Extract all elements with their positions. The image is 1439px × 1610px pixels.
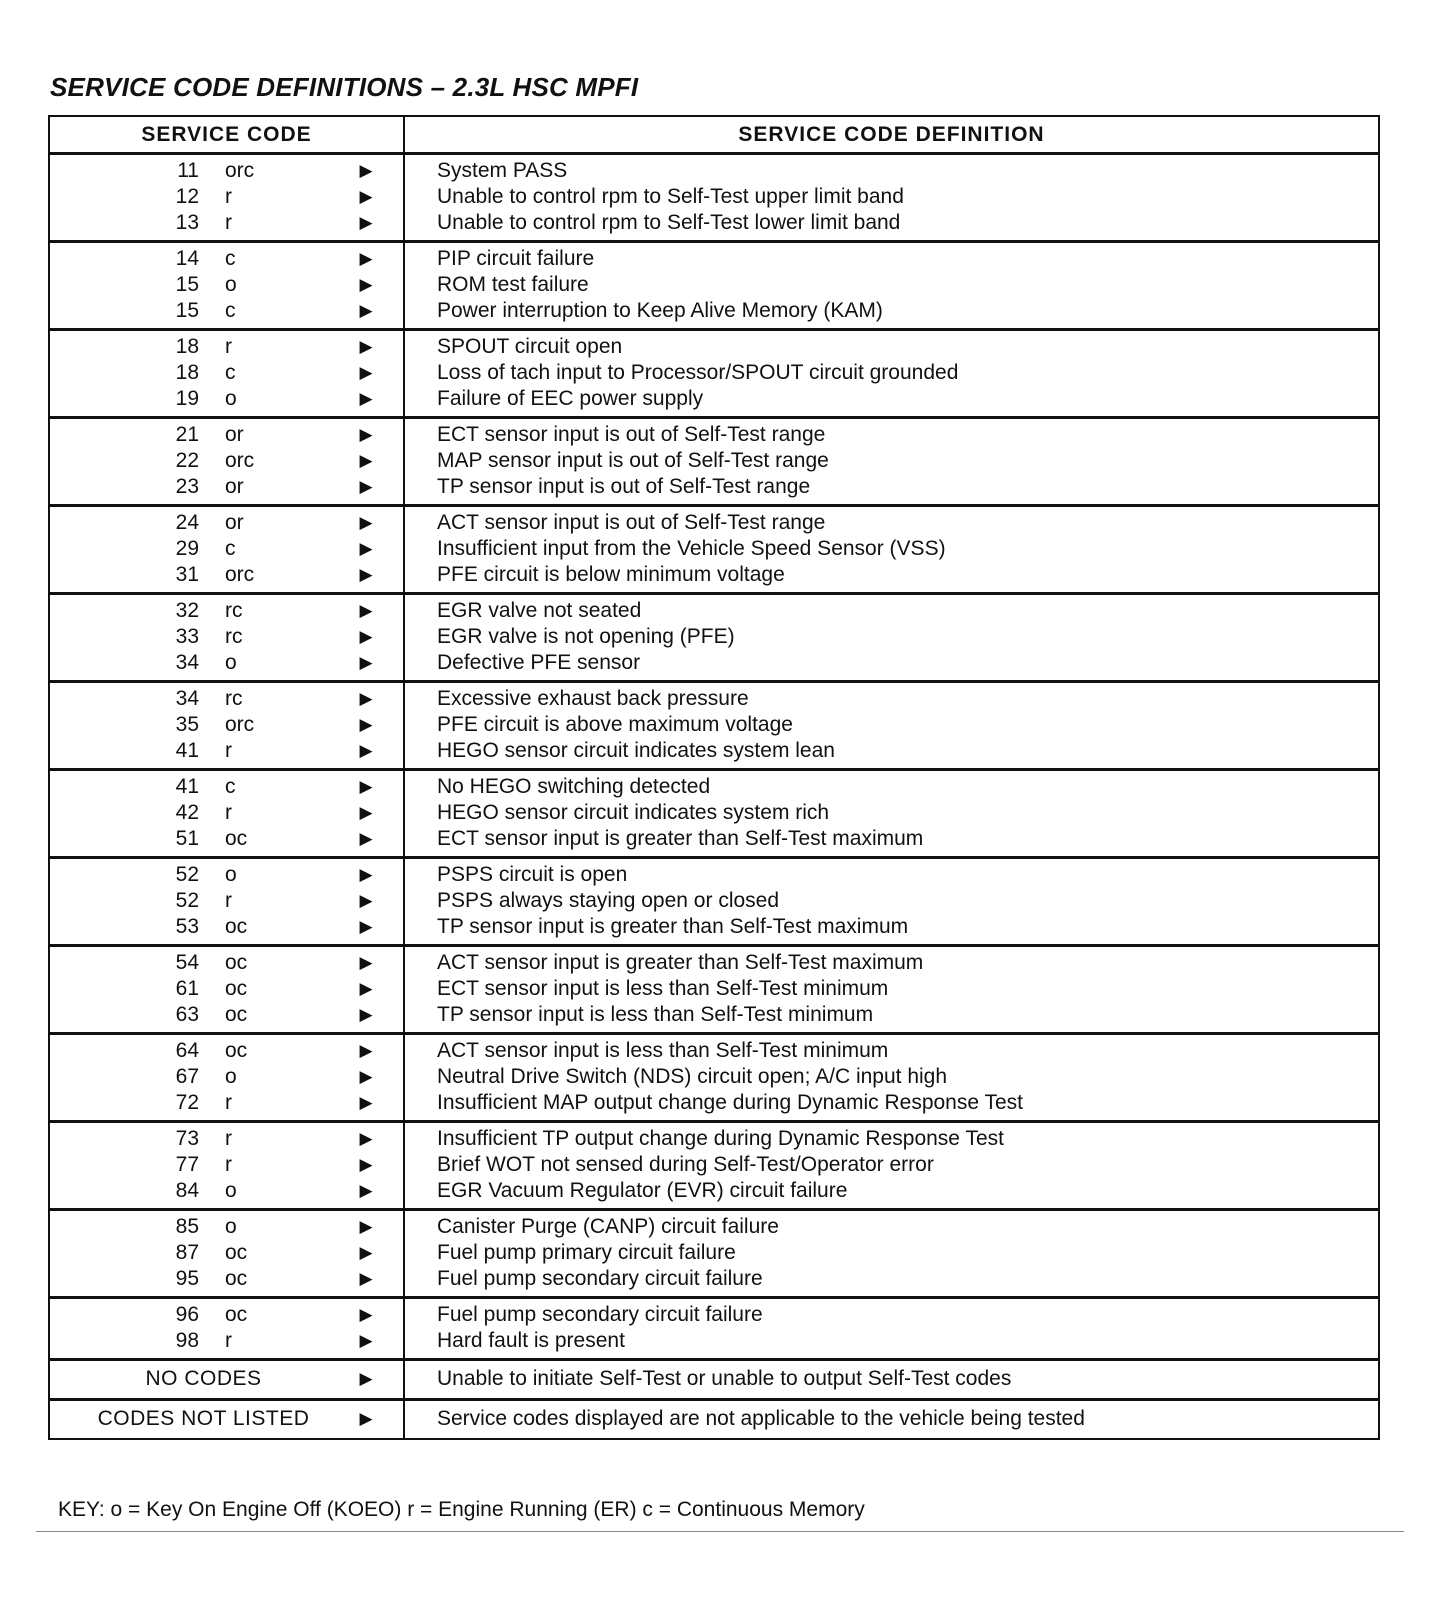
code-number: 73 [175, 1127, 199, 1150]
code-condition: c [225, 361, 236, 384]
code-row [50, 246, 403, 272]
code-condition: orc [225, 713, 255, 736]
code-column [50, 859, 405, 944]
code-definition: MAP sensor input is out of Self-Test range [437, 449, 829, 472]
definition-column [405, 334, 1378, 412]
code-number: 29 [175, 537, 199, 560]
code-number: 11 [177, 159, 199, 182]
code-condition: c [225, 775, 236, 798]
code-number: 77 [175, 1153, 199, 1176]
code-column [50, 595, 405, 680]
code-definition: PFE circuit is above maximum voltage [437, 713, 793, 736]
definition-column [405, 1404, 1378, 1434]
code-condition: r [225, 211, 232, 234]
code-condition: oc [225, 1241, 248, 1264]
code-row [50, 950, 403, 976]
document-title: SERVICE CODE DEFINITIONS – 2.3L HSC MPFI [50, 72, 639, 102]
code-definition: Insufficient input from the Vehicle Speed Sensor (VSS) [437, 537, 946, 560]
code-row [50, 210, 403, 236]
code-condition: or [225, 423, 244, 446]
code-definition: Defective PFE sensor [437, 651, 641, 674]
code-number: 31 [175, 563, 199, 586]
code-row [50, 272, 403, 298]
code-column [50, 155, 405, 240]
code-number: 34 [175, 651, 199, 674]
definition-column [405, 774, 1378, 852]
code-definition: HEGO sensor circuit indicates system lean [437, 739, 835, 762]
code-row [50, 1002, 403, 1028]
arrow-icon: ▶ [359, 425, 373, 444]
code-row [50, 562, 403, 588]
code-definition: EGR valve not seated [437, 599, 642, 622]
code-number: 42 [175, 801, 199, 824]
code-number: 41 [175, 739, 199, 762]
code-definition: ROM test failure [437, 273, 589, 296]
code-definition: TP sensor input is greater than Self-Test maximum [437, 915, 909, 938]
code-condition: orc [225, 159, 255, 182]
code-number: 63 [175, 1003, 199, 1026]
code-definition: TP sensor input is less than Self-Test minimum [437, 1003, 874, 1026]
code-number: 95 [175, 1267, 199, 1290]
code-definition: TP sensor input is out of Self-Test range [437, 475, 811, 498]
code-number: 34 [175, 687, 199, 710]
arrow-icon: ▶ [359, 1269, 373, 1288]
code-row [50, 1090, 403, 1116]
code-column [50, 1123, 405, 1208]
code-definition: ECT sensor input is less than Self-Test minimum [437, 977, 889, 1000]
code-number: 41 [175, 775, 199, 798]
code-definition: Failure of EEC power supply [437, 387, 704, 410]
special-code-label: CODES NOT LISTED [97, 1407, 310, 1430]
code-column [50, 1401, 405, 1438]
code-definition: ECT sensor input is out of Self-Test range [437, 423, 826, 446]
code-condition: r [225, 889, 232, 912]
code-row [50, 1064, 403, 1090]
definition-column [405, 422, 1378, 500]
code-row [50, 1126, 403, 1152]
definition-column [405, 1214, 1378, 1292]
arrow-icon: ▶ [359, 565, 373, 584]
code-condition: c [225, 299, 236, 322]
code-condition: or [225, 511, 244, 534]
code-number: 33 [175, 625, 199, 648]
code-row [50, 158, 403, 184]
code-column [50, 331, 405, 416]
code-row [50, 976, 403, 1002]
code-definition: PFE circuit is below minimum voltage [437, 563, 785, 586]
code-row [50, 914, 403, 940]
code-row [50, 1214, 403, 1240]
code-number: 84 [175, 1179, 199, 1202]
code-column [50, 1361, 405, 1398]
definition-column [405, 158, 1378, 236]
code-group [50, 507, 1378, 595]
code-definition: ECT sensor input is greater than Self-Test maximum [437, 827, 924, 850]
code-condition: r [225, 1091, 232, 1114]
code-definition: Loss of tach input to Processor/SPOUT circuit grounded [437, 361, 959, 384]
code-condition: r [225, 739, 232, 762]
arrow-icon: ▶ [359, 979, 373, 998]
arrow-icon: ▶ [359, 1217, 373, 1236]
code-row [50, 510, 403, 536]
code-row [50, 536, 403, 562]
arrow-icon: ▶ [359, 1409, 373, 1428]
code-row [50, 1266, 403, 1292]
code-definition: Unable to control rpm to Self-Test upper limit band [437, 185, 904, 208]
code-definition: Fuel pump primary circuit failure [437, 1241, 736, 1264]
code-row [50, 1302, 403, 1328]
definition-column [405, 510, 1378, 588]
code-row [50, 1178, 403, 1204]
code-number: 15 [175, 273, 199, 296]
code-column [50, 771, 405, 856]
arrow-icon: ▶ [359, 363, 373, 382]
code-definition: Fuel pump secondary circuit failure [437, 1303, 763, 1326]
code-definition: ACT sensor input is out of Self-Test range [437, 511, 826, 534]
code-column [50, 1299, 405, 1358]
arrow-icon: ▶ [359, 1369, 373, 1388]
code-definition: Neutral Drive Switch (NDS) circuit open; A/C input high [437, 1065, 948, 1088]
code-condition: c [225, 537, 236, 560]
code-condition: o [225, 863, 237, 886]
arrow-icon: ▶ [359, 689, 373, 708]
code-column [50, 1211, 405, 1296]
code-number: 87 [175, 1241, 199, 1264]
code-number: 15 [175, 299, 199, 322]
code-row [50, 422, 403, 448]
arrow-icon: ▶ [359, 539, 373, 558]
code-number: 24 [175, 511, 199, 534]
bottom-rule [36, 1531, 1404, 1532]
code-group [50, 1299, 1378, 1361]
code-condition: oc [225, 977, 248, 1000]
code-condition: r [225, 1127, 232, 1150]
code-number: 98 [175, 1329, 199, 1352]
code-definition: ACT sensor input is greater than Self-Test maximum [437, 951, 924, 974]
table-body [50, 155, 1378, 1438]
key-legend: KEY: o = Key On Engine Off (KOEO) r = Engine Running (ER) c = Continuous Memory [58, 1498, 865, 1521]
code-column [50, 947, 405, 1032]
arrow-icon: ▶ [359, 275, 373, 294]
code-row [50, 738, 403, 764]
special-group [50, 1361, 1378, 1401]
arrow-icon: ▶ [359, 953, 373, 972]
code-definition: PSPS always staying open or closed [437, 889, 780, 912]
code-number: 23 [175, 475, 199, 498]
code-number: 35 [175, 713, 199, 736]
service-code-table [48, 115, 1380, 1440]
code-number: 18 [175, 335, 199, 358]
arrow-icon: ▶ [359, 627, 373, 646]
code-condition: oc [225, 1303, 248, 1326]
code-group [50, 419, 1378, 507]
code-row [50, 712, 403, 738]
arrow-icon: ▶ [359, 1155, 373, 1174]
code-row [50, 474, 403, 500]
arrow-icon: ▶ [359, 715, 373, 734]
special-group [50, 1401, 1378, 1438]
code-condition: rc [225, 599, 243, 622]
code-condition: c [225, 247, 236, 270]
code-condition: o [225, 273, 237, 296]
code-number: 85 [175, 1215, 199, 1238]
code-number: 18 [175, 361, 199, 384]
code-definition: PSPS circuit is open [437, 863, 628, 886]
code-number: 64 [175, 1039, 199, 1062]
arrow-icon: ▶ [359, 161, 373, 180]
code-condition: oc [225, 827, 248, 850]
code-row [50, 774, 403, 800]
code-number: 53 [175, 915, 199, 938]
code-definition: No HEGO switching detected [437, 775, 711, 798]
code-row [50, 184, 403, 210]
code-condition: oc [225, 1003, 248, 1026]
code-definition: SPOUT circuit open [437, 335, 623, 358]
code-condition: oc [225, 1267, 248, 1290]
code-number: 54 [175, 951, 199, 974]
code-row [50, 826, 403, 852]
code-row [50, 1404, 375, 1434]
code-condition: oc [225, 1039, 248, 1062]
special-code-label: NO CODES [145, 1367, 262, 1390]
code-definition: Hard fault is present [437, 1329, 625, 1352]
definition-column [405, 1302, 1378, 1354]
arrow-icon: ▶ [359, 741, 373, 760]
arrow-icon: ▶ [359, 451, 373, 470]
arrow-icon: ▶ [359, 1093, 373, 1112]
code-number: 12 [175, 185, 199, 208]
code-row [50, 298, 403, 324]
code-group [50, 947, 1378, 1035]
header-service-code-definition: SERVICE CODE DEFINITION [738, 122, 1045, 146]
code-row [50, 1152, 403, 1178]
arrow-icon: ▶ [359, 513, 373, 532]
code-row [50, 800, 403, 826]
arrow-icon: ▶ [359, 1067, 373, 1086]
arrow-icon: ▶ [359, 1331, 373, 1350]
code-number: 96 [175, 1303, 199, 1326]
code-condition: o [225, 651, 237, 674]
arrow-icon: ▶ [359, 865, 373, 884]
code-column [50, 683, 405, 768]
arrow-icon: ▶ [359, 1005, 373, 1024]
code-column [50, 419, 405, 504]
arrow-icon: ▶ [359, 1041, 373, 1060]
code-row [50, 360, 403, 386]
code-number: 51 [175, 827, 199, 850]
code-condition: r [225, 1153, 232, 1176]
code-number: 52 [175, 863, 199, 886]
code-column [50, 1035, 405, 1120]
code-group [50, 1211, 1378, 1299]
code-number: 14 [175, 247, 199, 270]
definition-column [405, 1126, 1378, 1204]
code-group [50, 595, 1378, 683]
code-definition: EGR valve is not opening (PFE) [437, 625, 735, 648]
code-row [50, 1328, 403, 1354]
arrow-icon: ▶ [359, 1181, 373, 1200]
definition-column [405, 950, 1378, 1028]
code-condition: r [225, 335, 232, 358]
header-service-code: SERVICE CODE [50, 117, 405, 152]
arrow-icon: ▶ [359, 601, 373, 620]
arrow-icon: ▶ [359, 213, 373, 232]
code-condition: rc [225, 687, 243, 710]
code-group [50, 1123, 1378, 1211]
code-definition: Insufficient MAP output change during Dynamic Response Test [437, 1091, 1024, 1114]
code-row [50, 448, 403, 474]
arrow-icon: ▶ [359, 249, 373, 268]
code-condition: o [225, 1215, 237, 1238]
code-row [50, 686, 403, 712]
code-number: 61 [175, 977, 199, 1000]
code-condition: r [225, 1329, 232, 1352]
arrow-icon: ▶ [359, 1305, 373, 1324]
code-group [50, 155, 1378, 243]
code-condition: o [225, 1065, 237, 1088]
arrow-icon: ▶ [359, 917, 373, 936]
definition-column [405, 862, 1378, 940]
code-group [50, 1035, 1378, 1123]
code-definition: Excessive exhaust back pressure [437, 687, 749, 710]
code-number: 52 [175, 889, 199, 912]
code-definition: Canister Purge (CANP) circuit failure [437, 1215, 779, 1238]
code-number: 22 [175, 449, 199, 472]
code-number: 19 [175, 387, 199, 410]
code-definition: Insufficient TP output change during Dynamic Response Test [437, 1127, 1004, 1150]
code-condition: orc [225, 563, 255, 586]
code-row [50, 650, 403, 676]
definition-column [405, 598, 1378, 676]
code-row [50, 334, 403, 360]
code-group [50, 331, 1378, 419]
code-row [50, 386, 403, 412]
code-definition: Unable to initiate Self-Test or unable to output Self-Test codes [437, 1367, 1012, 1390]
arrow-icon: ▶ [359, 477, 373, 496]
code-definition: Brief WOT not sensed during Self-Test/Operator error [437, 1153, 934, 1176]
arrow-icon: ▶ [359, 653, 373, 672]
code-column [50, 507, 405, 592]
code-condition: o [225, 387, 237, 410]
code-definition: System PASS [437, 159, 568, 182]
code-number: 21 [175, 423, 199, 446]
code-group [50, 771, 1378, 859]
code-row [50, 1364, 375, 1394]
arrow-icon: ▶ [359, 337, 373, 356]
definition-column [405, 1364, 1378, 1394]
code-number: 72 [175, 1091, 199, 1114]
code-definition: EGR Vacuum Regulator (EVR) circuit failure [437, 1179, 848, 1202]
definition-column [405, 1038, 1378, 1116]
code-condition: oc [225, 915, 248, 938]
code-definition: Fuel pump secondary circuit failure [437, 1267, 763, 1290]
code-condition: oc [225, 951, 248, 974]
code-number: 13 [175, 211, 199, 234]
table-header [50, 117, 1378, 155]
code-row [50, 624, 403, 650]
code-number: 67 [175, 1065, 199, 1088]
arrow-icon: ▶ [359, 1129, 373, 1148]
definition-column [405, 246, 1378, 324]
code-definition: PIP circuit failure [437, 247, 595, 270]
code-group [50, 243, 1378, 331]
arrow-icon: ▶ [359, 389, 373, 408]
code-row [50, 1240, 403, 1266]
code-condition: or [225, 475, 244, 498]
arrow-icon: ▶ [359, 301, 373, 320]
code-definition: ACT sensor input is less than Self-Test minimum [437, 1039, 889, 1062]
code-condition: r [225, 185, 232, 208]
code-column [50, 243, 405, 328]
arrow-icon: ▶ [359, 829, 373, 848]
arrow-icon: ▶ [359, 1243, 373, 1262]
arrow-icon: ▶ [359, 803, 373, 822]
code-definition: Unable to control rpm to Self-Test lower limit band [437, 211, 901, 234]
code-condition: rc [225, 625, 243, 648]
code-definition: Service codes displayed are not applicable to the vehicle being tested [437, 1407, 1085, 1430]
definition-column [405, 686, 1378, 764]
code-row [50, 1038, 403, 1064]
code-number: 32 [175, 599, 199, 622]
code-row [50, 862, 403, 888]
code-definition: HEGO sensor circuit indicates system rich [437, 801, 830, 824]
code-group [50, 683, 1378, 771]
code-condition: orc [225, 449, 255, 472]
code-condition: o [225, 1179, 237, 1202]
arrow-icon: ▶ [359, 187, 373, 206]
code-definition: Power interruption to Keep Alive Memory (KAM) [437, 299, 883, 322]
code-row [50, 598, 403, 624]
code-condition: r [225, 801, 232, 824]
arrow-icon: ▶ [359, 777, 373, 796]
arrow-icon: ▶ [359, 891, 373, 910]
code-row [50, 888, 403, 914]
code-group [50, 859, 1378, 947]
